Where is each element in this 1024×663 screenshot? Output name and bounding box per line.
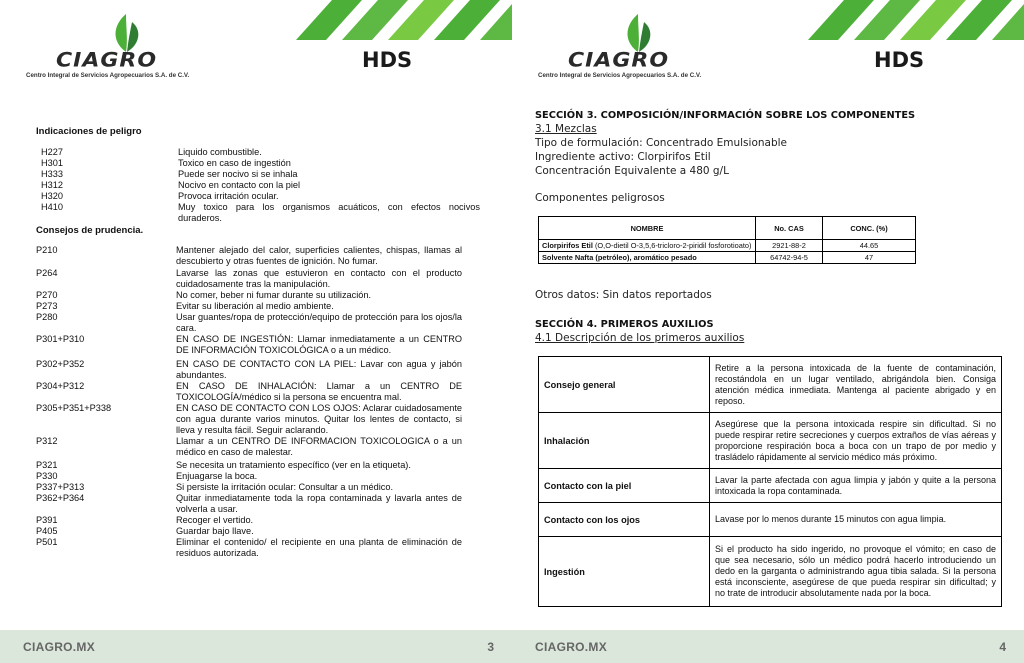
prudence-text: Llamar a un CENTRO DE INFORMACION TOXICOLOGICA o a un médico en caso de malestar. [176, 436, 462, 457]
hazard-text: Liquido combustible. [178, 147, 262, 157]
prudence-title: Consejos de prudencia. [36, 225, 144, 236]
hazard-text: Puede ser nocivo si se inhala [178, 169, 298, 179]
first-aid-table [538, 356, 1002, 607]
component-cas: 2921-88-2 [756, 240, 823, 252]
active-ingredient: Ingrediente activo: Clorpirifos Etil [535, 151, 711, 163]
prudence-code: P304+P312 [36, 381, 85, 391]
other-data: Otros datos: Sin datos reportados [535, 289, 712, 301]
component-conc: 44.65 [823, 240, 916, 252]
first-aid-text: Lavase por lo menos durante 15 minutos con agua limpia. [710, 503, 1002, 537]
prudence-text: EN CASO DE CONTACTO CON LA PIEL: Lavar con agua y jabón abundantes. [176, 359, 462, 380]
prudence-code: P501 [36, 537, 58, 547]
footer [512, 630, 1024, 663]
green-stripes-decoration [296, 0, 512, 40]
hazard-code: H320 [41, 191, 63, 201]
table-row [539, 240, 916, 252]
table-row [539, 469, 1002, 503]
prudence-code: P405 [36, 526, 58, 536]
component-cas: 64742-94-5 [756, 252, 823, 264]
prudence-code: P305+P351+P338 [36, 403, 112, 413]
leaf-icon [618, 12, 658, 54]
hazard-code: H312 [41, 180, 63, 190]
prudence-text: Si persiste la irritación ocular: Consultar a un médico. [176, 482, 394, 492]
first-aid-label: Ingestión [539, 537, 710, 607]
company-subtitle: Centro Integral de Servicios Agropecuarios S.A. de C.V. [538, 72, 702, 79]
prudence-text: Recoger el vertido. [176, 515, 254, 525]
prudence-code: P321 [36, 460, 58, 470]
first-aid-text: Asegúrese que la persona intoxicada respire sin dificultad. Si no puede respirar retire secreciones y cuerpos extraños de vías aéreas y proporcione respiración boca a boca con un trapo de por medio y trasládelo rápidamente al servicio médico más próximo. [710, 413, 1002, 469]
doc-label: HDS [362, 48, 413, 72]
table-row [539, 413, 1002, 469]
hazard-text: Muy toxico para los organismos acuáticos, con efectos nocivos duraderos. [178, 202, 480, 223]
hazard-code: H333 [41, 169, 63, 179]
table-row [539, 252, 916, 264]
first-aid-label: Contacto con los ojos [539, 503, 710, 537]
page-number: 3 [487, 640, 494, 654]
green-stripes-decoration [808, 0, 1024, 40]
doc-label: HDS [874, 48, 925, 72]
prudence-text: Se necesita un tratamiento específico (ver en la etiqueta). [176, 460, 411, 470]
first-aid-label: Consejo general [539, 357, 710, 413]
prudence-text: Evitar su liberación al medio ambiente. [176, 301, 334, 311]
prudence-text: Eliminar el contenido/ el recipiente en una planta de eliminación de residuos autorizada. [176, 537, 462, 558]
prudence-text: Quitar inmediatamente toda la ropa contaminada y lavarla antes de volverla a usar. [176, 493, 462, 514]
ciagro-logo [26, 12, 226, 82]
components-label: Componentes peligrosos [535, 192, 665, 204]
header-name: NOMBRE [539, 217, 756, 240]
prudence-code: P270 [36, 290, 58, 300]
page-number: 4 [999, 640, 1006, 654]
prudence-text: Enjuagarse la boca. [176, 471, 258, 481]
company-subtitle: Centro Integral de Servicios Agropecuarios S.A. de C.V. [26, 72, 190, 79]
component-conc: 47 [823, 252, 916, 264]
table-row [539, 503, 1002, 537]
prudence-code: P264 [36, 268, 58, 278]
component-name-bold: Solvente Nafta (petróleo), aromático pesado [542, 253, 697, 262]
hazard-code: H301 [41, 158, 63, 168]
prudence-code: P210 [36, 245, 58, 255]
component-name [539, 240, 756, 252]
hazard-code: H227 [41, 147, 63, 157]
prudence-text: EN CASO DE INHALACIÓN: Llamar a un CENTRO DE TOXICOLOGÍA/médico si la persona se encuentra mal. [176, 381, 462, 402]
footer [0, 630, 512, 663]
hazard-text: Nocivo en contacto con la piel [178, 180, 301, 190]
footer-site: CIAGRO.MX [535, 640, 608, 654]
logo-text: CIAGRO [56, 49, 158, 72]
table-row [539, 537, 1002, 607]
component-name-rest: (O,O-dietil O-3,5,6-tricloro-2-piridil fosforotioato) [592, 241, 752, 250]
prudence-text: Guardar bajo llave. [176, 526, 254, 536]
prudence-text: No comer, beber ni fumar durante su utilización. [176, 290, 372, 300]
prudence-code: P312 [36, 436, 58, 446]
prudence-code: P337+P313 [36, 482, 85, 492]
first-aid-text: Retire a la persona intoxicada de la fuente de contaminación, recostándola en un lugar ventilado, abrigándola bien. Consiga atención médica inmediata. Mantenga al paciente abrigado y en reposo. [710, 357, 1002, 413]
footer-site: CIAGRO.MX [23, 640, 96, 654]
first-aid-label: Contacto con la piel [539, 469, 710, 503]
logo-text: CIAGRO [568, 49, 670, 72]
section4-title: SECCIÓN 4. PRIMEROS AUXILIOS [535, 319, 714, 330]
prudence-text: Lavarse las zonas que estuvieron en contacto con el producto cuidadosamente tras la manipulación. [176, 268, 462, 289]
prudence-text: EN CASO DE INGESTIÓN: Llamar inmediatamente a un CENTRO DE INFORMACIÓN TOXICOLÓGICA o a un médico. [176, 334, 462, 355]
component-name-bold: Clorpirifos Etil [542, 241, 593, 250]
components-table [538, 216, 916, 264]
hazard-text: Toxico en caso de ingestión [178, 158, 291, 168]
hazard-text: Provoca irritación ocular. [178, 191, 279, 201]
header-conc: CONC. (%) [823, 217, 916, 240]
concentration: Concentración Equivalente a 480 g/L [535, 165, 729, 177]
prudence-text: Mantener alejado del calor, superficies calientes, chispas, llamas al descubierto y otras fuentes de ignición. No fumar. [176, 245, 462, 266]
leaf-icon [106, 12, 146, 54]
prudence-text: EN CASO DE CONTACTO CON LOS OJOS: Aclarar cuidadosamente con agua durante varios minutos. Quitar los lentes de contacto, si lleva y resulta fácil. Seguir aclarando. [176, 403, 462, 435]
first-aid-text: Lavar la parte afectada con agua limpia y jabón y quite a la persona intoxicada la ropa contaminada. [710, 469, 1002, 503]
hazard-title: Indicaciones de peligro [36, 126, 142, 137]
section4-subtitle: 4.1 Descripción de los primeros auxilios [535, 332, 745, 344]
first-aid-label: Inhalación [539, 413, 710, 469]
prudence-code: P391 [36, 515, 58, 525]
prudence-code: P273 [36, 301, 58, 311]
section3-subtitle: 3.1 Mezclas [535, 123, 597, 135]
component-name [539, 252, 756, 264]
page-4 [512, 0, 1024, 663]
formulation-type: Tipo de formulación: Concentrado Emulsionable [535, 137, 787, 149]
prudence-code: P362+P364 [36, 493, 85, 503]
prudence-code: P302+P352 [36, 359, 85, 369]
section3-title: SECCIÓN 3. COMPOSICIÓN/INFORMACIÓN SOBRE LOS COMPONENTES [535, 110, 916, 121]
prudence-code: P301+P310 [36, 334, 85, 344]
prudence-text: Usar guantes/ropa de protección/equipo de protección para los ojos/la cara. [176, 312, 462, 333]
prudence-code: P280 [36, 312, 58, 322]
prudence-code: P330 [36, 471, 58, 481]
hazard-code: H410 [41, 202, 63, 212]
header-cas: No. CAS [756, 217, 823, 240]
first-aid-text: Si el producto ha sido ingerido, no provoque el vómito; en caso de que sea necesario, sólo un médico podrá hacerlo introduciendo un dedo en la garganta o administrando agua tibia salada. Si la persona está inconsciente, asegúrese de que pueda respirar sin dificultad; y no trate de introducir absolutamente nada por la boca. [710, 537, 1002, 607]
table-row [539, 357, 1002, 413]
ciagro-logo [538, 12, 738, 82]
